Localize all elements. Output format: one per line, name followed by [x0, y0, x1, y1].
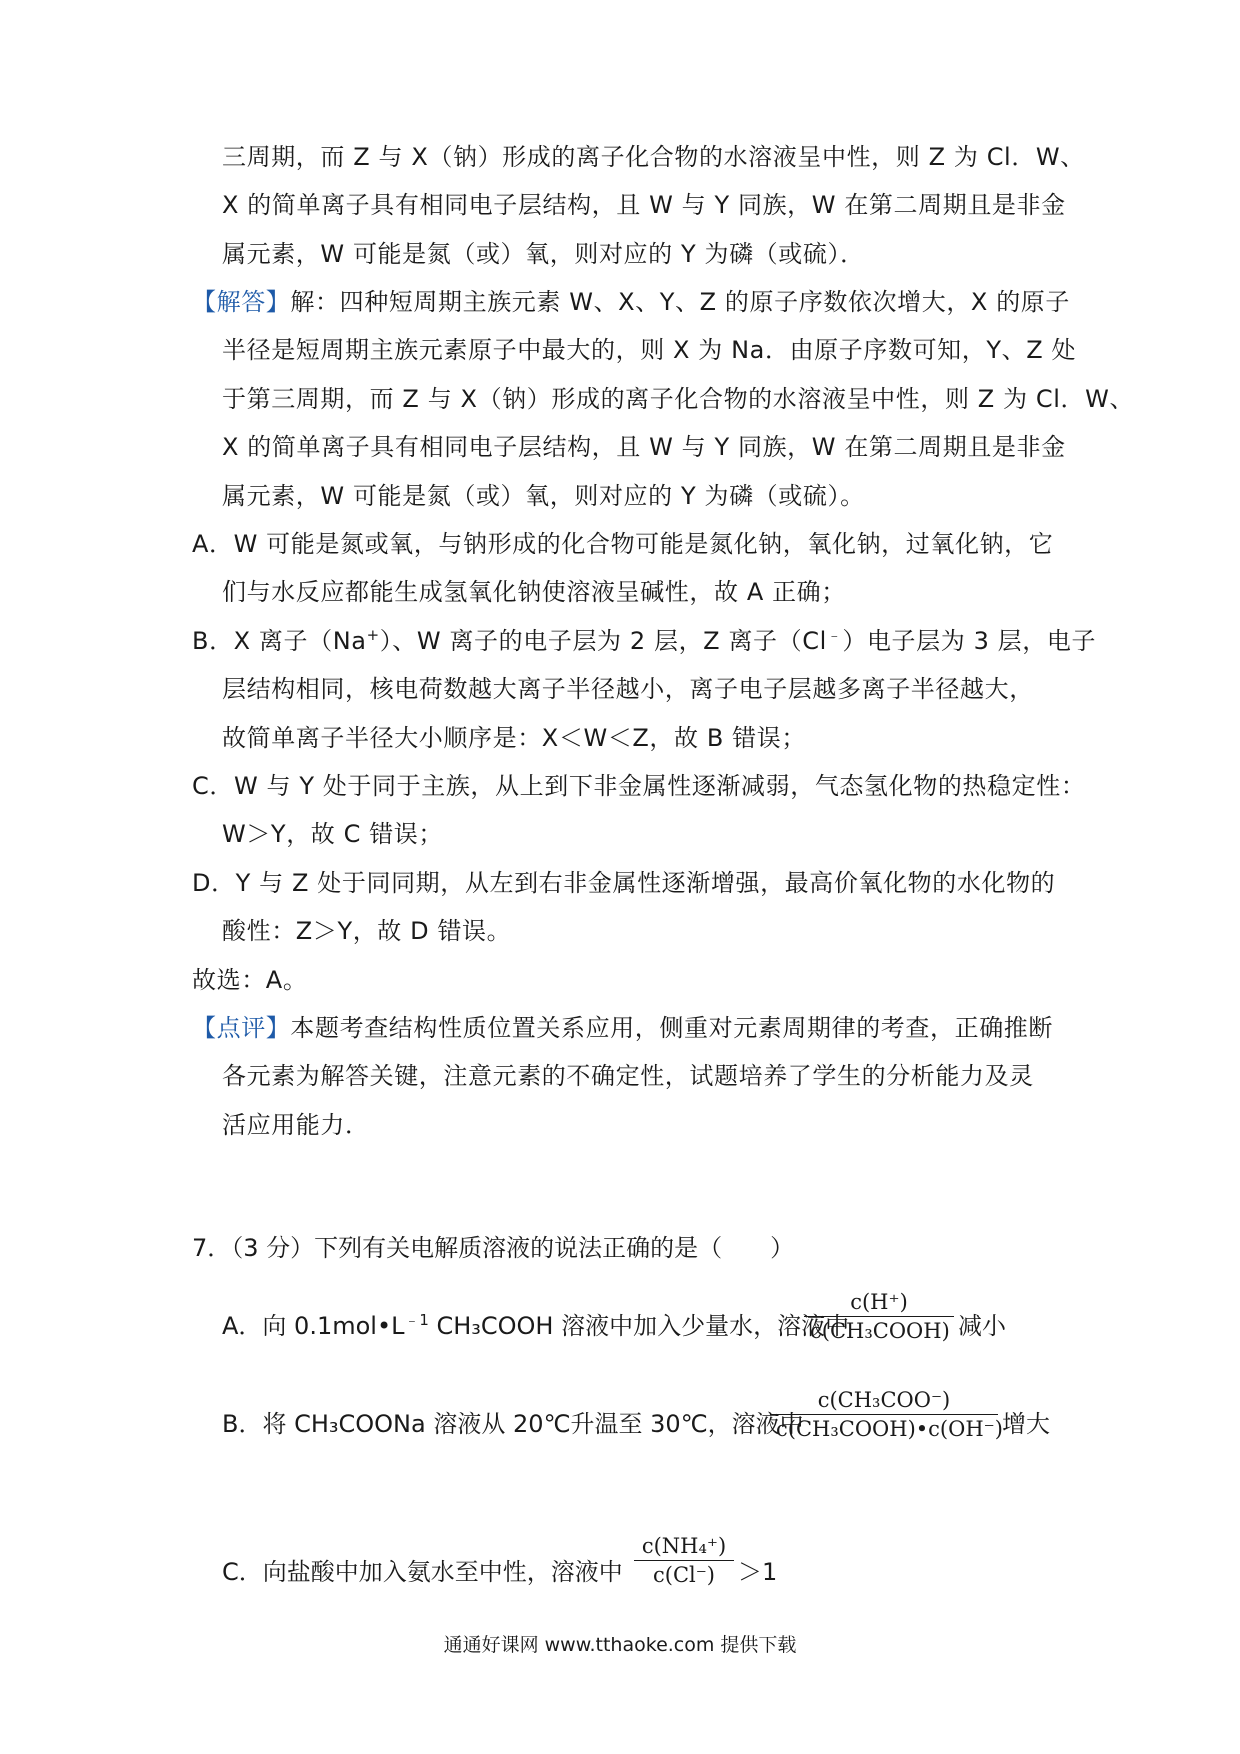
text-line: 于第三周期，而 Z 与 X（钠）形成的离子化合物的水溶液呈中性，则 Z 为 Cl．W、 — [222, 385, 1135, 413]
superscript: + — [366, 626, 380, 644]
text-line: W＞Y，故 C 错误； — [222, 820, 444, 848]
fraction-bar — [770, 1414, 998, 1415]
jieda-first-line — [192, 286, 1070, 318]
jieda-text: 解：四种短周期主族元素 W、X、Y、Z 的原子序数依次增大，X 的原子 — [290, 288, 1071, 316]
text-line: 各元素为解答关键，注意元素的不确定性，试题培养了学生的分析能力及灵 — [222, 1062, 1034, 1090]
option-a-text2: CH₃COOH 溶液中加入少量水，溶液中 — [428, 1312, 850, 1340]
fraction-a — [804, 1290, 954, 1343]
fraction-numerator: c(H⁺) — [850, 1290, 908, 1314]
option-b-after: 增大 — [1002, 1410, 1050, 1438]
option-a-after: 减小 — [958, 1312, 1006, 1340]
text-line: 属元素，W 可能是氮（或）氧，则对应的 Y 为磷（或硫）． — [222, 240, 865, 268]
text-line: 活应用能力． — [222, 1111, 370, 1139]
question-7-option-a — [222, 1310, 849, 1342]
option-b-mid: ）、W 离子的电子层为 2 层，Z 离子（Cl — [379, 627, 827, 655]
option-b-pre: B．X 离子（Na — [192, 627, 367, 655]
superscript: ﹣ — [826, 626, 843, 644]
fraction-numerator: c(CH₃COO⁻) — [817, 1388, 951, 1412]
question-7-option-b: B．将 CH₃COONa 溶液从 20℃升温至 30℃，溶液中 — [222, 1410, 804, 1438]
fraction-b — [770, 1388, 1003, 1441]
option-c: C．W 与 Y 处于同于主族，从上到下非金属性逐渐减弱，气态氢化物的热稳定性： — [192, 772, 1086, 800]
fraction-numerator: c(NH₄⁺) — [641, 1534, 727, 1558]
text-line: 属元素，W 可能是氮（或）氧，则对应的 Y 为磷（或硫）。 — [222, 482, 865, 510]
option-a-text: A．向 0.1mol•L — [222, 1312, 405, 1340]
superscript: ﹣1 — [404, 1311, 429, 1329]
page-footer: 通通好课网 www.tthaoke.com 提供下载 — [443, 1634, 797, 1656]
text-line: X 的简单离子具有相同电子层结构，且 W 与 Y 同族，W 在第二周期且是非金 — [222, 191, 1066, 219]
text-line: 半径是短周期主族元素原子中最大的，则 X 为 Na．由原子序数可知，Y、Z 处 — [222, 336, 1077, 364]
text-line: 三周期，而 Z 与 X（钠）形成的离子化合物的水溶液呈中性，则 Z 为 Cl．W、 — [222, 143, 1085, 171]
dianping-label: 【点评】 — [192, 1014, 291, 1042]
option-a: A．W 可能是氮或氧，与钠形成的化合物可能是氮化钠，氧化钠，过氧化钠，它 — [192, 530, 1054, 558]
question-7-stem: 7．（3 分）下列有关电解质溶液的说法正确的是（ ） — [192, 1234, 795, 1262]
dianping-text: 本题考查结构性质位置关系应用，侧重对元素周期律的考查，正确推断 — [290, 1014, 1054, 1042]
text-line: X 的简单离子具有相同电子层结构，且 W 与 Y 同族，W 在第二周期且是非金 — [222, 433, 1066, 461]
fraction-denominator: c(CH₃COOH)•c(OH⁻) — [776, 1417, 1003, 1441]
fraction-bar — [634, 1560, 734, 1561]
dianping-first-line — [192, 1012, 1053, 1044]
fraction-bar — [804, 1316, 954, 1317]
text-line: 们与水反应都能生成氢氧化钠使溶液呈碱性，故 A 正确； — [222, 578, 846, 606]
option-b-post: ）电子层为 3 层，电子 — [842, 627, 1097, 655]
text-line: 酸性：Z＞Y，故 D 错误。 — [222, 917, 512, 945]
option-c-after: ＞1 — [738, 1558, 778, 1586]
fraction-c — [634, 1534, 734, 1587]
text-line: 故简单离子半径大小顺序是：X＜W＜Z，故 B 错误； — [222, 724, 806, 752]
jieda-label: 【解答】 — [192, 288, 291, 316]
answer: 故选：A。 — [192, 966, 308, 994]
option-d: D．Y 与 Z 处于同同期，从左到右非金属性逐渐增强，最高价氧化物的水化物的 — [192, 869, 1056, 897]
text-line: 层结构相同，核电荷数越大离子半径越小，离子电子层越多离子半径越大， — [222, 675, 1034, 703]
question-7-option-c: C．向盐酸中加入氨水至中性，溶液中 — [222, 1558, 623, 1586]
fraction-denominator: c(Cl⁻) — [652, 1563, 715, 1587]
fraction-denominator: c(CH₃COOH) — [810, 1319, 950, 1343]
option-b — [192, 625, 1096, 657]
